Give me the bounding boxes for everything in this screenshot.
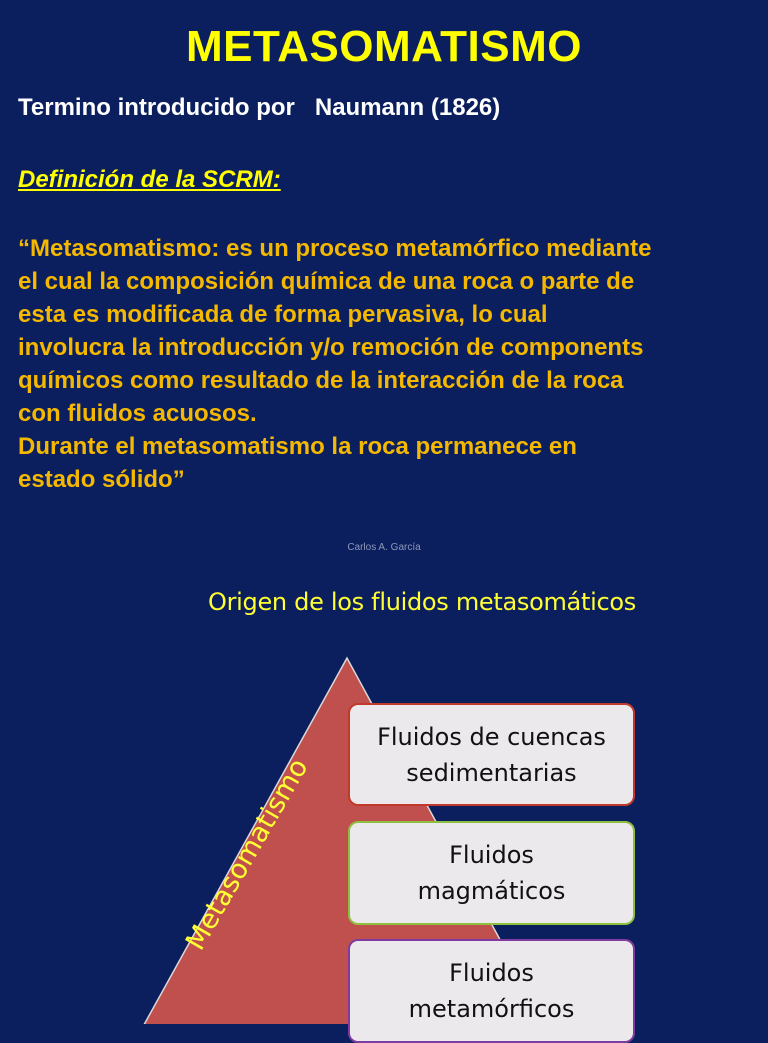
diagram-title: Origen de los fluidos metasomáticos [208,588,636,616]
fluid-box-sedimentary [348,703,635,806]
definition-line: esta es modificada de forma pervasiva, lo cual [18,301,548,328]
intro-line: Termino introducido por Naumann (1826) [18,94,501,121]
box-line: sedimentarias [406,758,577,787]
definition-line: involucra la introducción y/o remoción de components [18,334,644,361]
definition-heading: Definición de la SCRM: [18,166,281,193]
definition-line: Durante el metasomatismo la roca permanece en [18,433,577,460]
definition-line: químicos como resultado de la interacción de la roca [18,367,624,394]
box-line: Fluidos [449,959,534,987]
fluid-box-metamorphic [348,939,635,1043]
definition-line: con fluidos acuosos. [18,400,257,427]
box-line: Fluidos [449,841,534,869]
slide-title: METASOMATISMO [186,22,582,71]
pyramid-label: Metasomatismo [180,753,315,956]
fluid-box-magmatic [348,821,635,925]
box-line: metamórficos [408,995,575,1023]
definition-body [18,232,758,496]
author-credit: Carlos A. García [347,542,421,553]
definition-line: “Metasomatismo: es un proceso metamórfico mediante [18,235,652,262]
box-line: magmáticos [417,877,566,905]
definition-line: el cual la composición química de una roca o parte de [18,268,635,295]
definition-line: estado sólido” [18,466,185,493]
box-line: Fluidos de cuencas [377,722,606,751]
